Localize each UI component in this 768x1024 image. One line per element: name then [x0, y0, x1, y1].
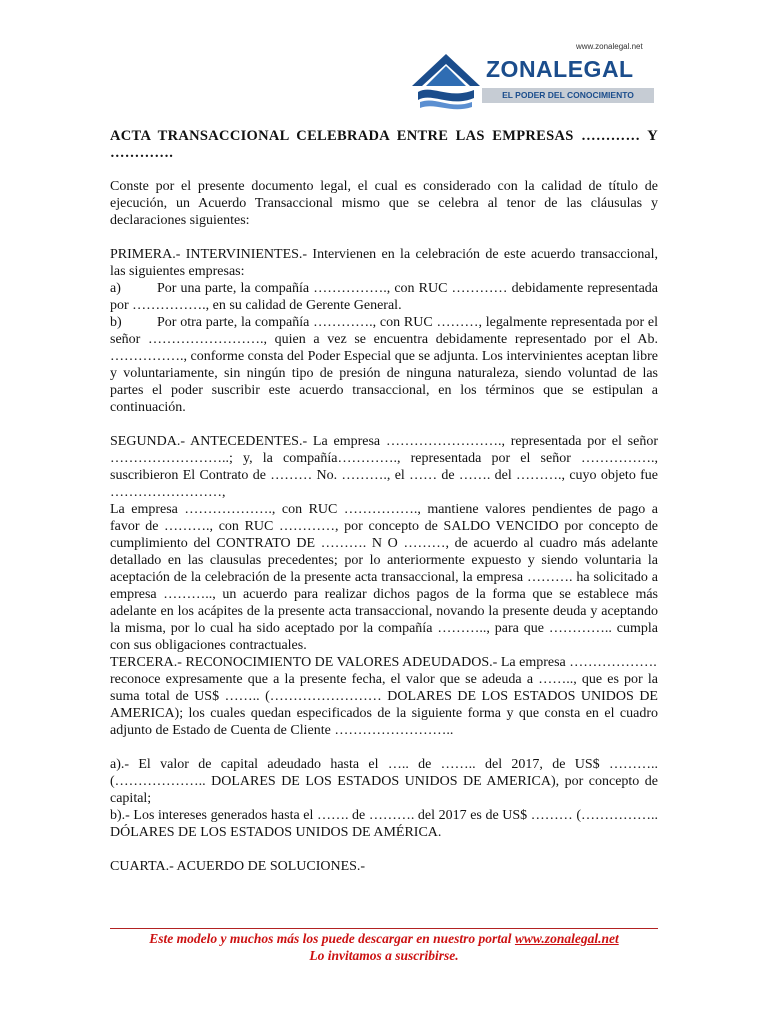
clause-tercera-paragraph-1: reconoce expresamente que a la presente fecha, el valor que se adeuda a …….., que es por la suma total de US$ …….. (…………………… DOLARES DE LOS ESTADOS UNIDOS DE AMERICA); los cuales quedan especificados de la siguiente forma y que consta en el cuadro adjunto de Estado de Cuenta de Cliente ……………………..	[110, 672, 658, 738]
clause-cuarta-heading: CUARTA.- ACUERDO DE SOLUCIONES.-	[110, 859, 366, 874]
clause-segunda-paragraph-1: SEGUNDA.- ANTECEDENTES.- La empresa ……………………., representada por el señor ……………………..; y, la compañía…………., representada por el señor ……………., suscribieron El Contrato de ……… No. ………., el …… de ……. del ………., cuyo objeto fue ……………………,	[110, 434, 658, 500]
footer-website-link[interactable]: www.zonalegal.net	[514, 931, 619, 946]
item-a-text: Por una parte, la compañía ……………., con RUC ………… debidamente representada por ……………., en su calidad de Gerente General.	[110, 281, 658, 313]
clause-primera-heading: PRIMERA.- INTERVINIENTES.- Intervienen en la celebración de este acuerdo transaccional, las siguientes empresas:	[110, 247, 658, 279]
zonalegal-roof-wave-logo-icon	[410, 52, 482, 110]
clause-segunda-paragraph-2: La empresa ………………., con RUC ……………., mantiene valores pendientes de pago a favor de ………., con RUC …………, por concepto de SALDO VENCIDO por concepto de cumplimiento del CONTRATO DE ………. N O ………, de acuerdo al cuadro más adelante detallado en las clausulas precedentes; por lo anteriormente expuesto y siendo voluntaria la aceptación de la celebración de la presente acta transaccional, la empresa ………. ha solicitado a empresa ……….., un acuerdo para realizar dichos pagos de la forma que se establece más adelante en los acápites de la presente acta transaccional, novando la presente deuda y aceptando la misma, por lo cual ha sido aceptado por la compañía ……….., para que ………….. cumpla con sus obligaciones contractuales.	[110, 502, 658, 653]
brand-tagline: EL PODER DEL CONOCIMIENTO	[482, 88, 654, 103]
brand-name: ZONALEGAL	[486, 56, 634, 82]
footer-divider	[110, 928, 658, 929]
document-title: ACTA TRANSACCIONAL CELEBRADA ENTRE LAS EMPRESAS ………… Y ………….	[110, 128, 658, 161]
item-b-text: Por otra parte, la compañía …………., con RUC ………, legalmente representada por el señor ……………………., quien a vez se encuentra debidamente representado por el Ab. ……………., conforme consta del Poder Especial que se adjunta. Los intervinientes aceptan libre y voluntariamente, sin ningún tipo de presión de ninguna naturaleza, siendo voluntad de las partes el poder suscribir este acuerdo transaccional, en los términos que se estipulan a continuación.	[110, 315, 658, 415]
footer-line-1	[100, 930, 668, 947]
intro-paragraph: Conste por el presente documento legal, el cual es considerado con la calidad de título de ejecución, un Acuerdo Transaccional mismo que se celebra al tenor de las cláusulas y declaraciones siguientes:	[110, 179, 658, 228]
footer	[100, 930, 668, 964]
item-b-label: b)	[110, 315, 122, 330]
clause-tercera-item-a: a).- El valor de capital adeudado hasta el ….. de …….. del 2017, de US$ ……….. (……………….. DOLARES DE LOS ESTADOS UNIDOS DE AMERICA), por concepto de capital;	[110, 757, 658, 806]
footer-promo-text: Este modelo y muchos más los puede descargar en nuestro portal	[149, 931, 515, 946]
website-url[interactable]: www.zonalegal.net	[576, 42, 643, 51]
zonalegal-logo	[410, 42, 660, 114]
clause-tercera-heading: TERCERA.- RECONOCIMIENTO DE VALORES ADEUDADOS.- La empresa ……………….	[110, 655, 657, 670]
item-a-label: a)	[110, 281, 121, 296]
clause-tercera-item-b: b).- Los intereses generados hasta el ……. de ………. del 2017 es de US$ ……… (…………….. DÓLARES DE LOS ESTADOS UNIDOS DE AMÉRICA.	[110, 808, 658, 840]
clause-primera-item-b	[110, 314, 658, 416]
clause-primera-item-a	[110, 280, 658, 314]
footer-line-2: Lo invitamos a suscribirse.	[309, 948, 459, 963]
document-body	[110, 128, 658, 875]
